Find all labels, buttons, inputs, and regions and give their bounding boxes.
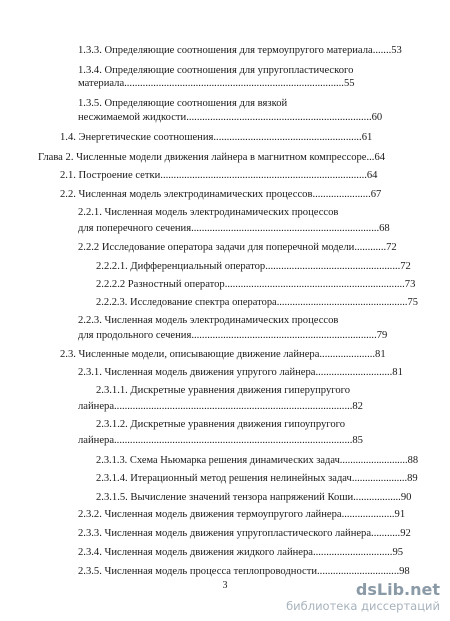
toc-line: 2.2.2.2 Разностный оператор....................................................................73 [96,279,416,290]
toc-line: 2.3.1.1. Дискретные уравнения движения гиперупругого [96,385,350,396]
toc-line: для продольного сечения......................................................................79 [78,330,388,341]
toc-line: материала...................................................................................55 [78,78,355,89]
toc-line: 2.3.3. Численная модель движения упругопластического лайнера...........92 [78,528,411,539]
toc-line: 2.3.1.5. Вычисление значений тензора напряжений Коши..................90 [96,492,412,503]
toc-line: 2.3.5. Численная модель процесса теплопроводности...............................98 [78,566,410,577]
watermark-tagline: библиотека диссертаций [286,599,440,613]
toc-line: Глава 2. Численные модели движения лайнера в магнитном компрессоре...64 [38,152,386,163]
toc-line: 2.3.1. Численная модель движения упругого лайнера.............................81 [78,367,403,378]
toc-line: 2.3.2. Численная модель движения термоупругого лайнера....................91 [78,509,406,520]
toc-line: 1.3.4. Определяющие соотношения для упругопластического [78,65,354,76]
toc-line: 1.3.3. Определяющие соотношения для термоупругого материала.......53 [78,45,402,56]
page-number: 3 [222,580,228,591]
toc-line: 2.1. Построение сетки..............................................................................64 [60,170,378,181]
watermark-logo: dsLib.net [355,580,440,599]
toc-line: 1.4. Энергетические соотношения........................................................61 [60,132,373,143]
toc-line: лайнера..........................................................................................85 [78,435,363,446]
toc-line: 2.2.2 Исследование оператора задачи для поперечной модели............72 [78,242,397,253]
toc-line: 2.3. Численные модели, описывающие движение лайнера.....................81 [60,349,386,360]
toc-line: несжимаемой жидкости......................................................................60 [78,112,383,123]
toc-line: 2.2.2.1. Дифференциальный оператор...................................................72 [96,261,411,272]
toc-line: лайнера..........................................................................................82 [78,401,363,412]
toc-line: 2.3.1.2. Дискретные уравнения движения гипоупругого [96,419,346,430]
toc-line: 2.3.1.3. Схема Ньюмарка решения динамических задач..........................88 [96,455,419,466]
watermark [286,581,440,613]
toc-line: для поперечного сечения.......................................................................68 [78,223,390,234]
toc-line: 2.2.1. Численная модель электродинамических процессов [78,207,339,218]
toc-line: 2.3.1.4. Итерационный метод решения нелинейных задач.....................89 [96,473,418,484]
toc-line: 2.2.3. Численная модель электродинамических процессов [78,315,339,326]
toc-line: 1.3.5. Определяющие соотношения для вязкой [78,98,288,109]
toc-line: 2.2. Численная модель электродинамических процессов......................67 [60,189,382,200]
toc-line: 2.3.4. Численная модель движения жидкого лайнера..............................95 [78,547,404,558]
toc-line: 2.2.2.3. Исследование спектра оператора..................................................75 [96,297,418,308]
